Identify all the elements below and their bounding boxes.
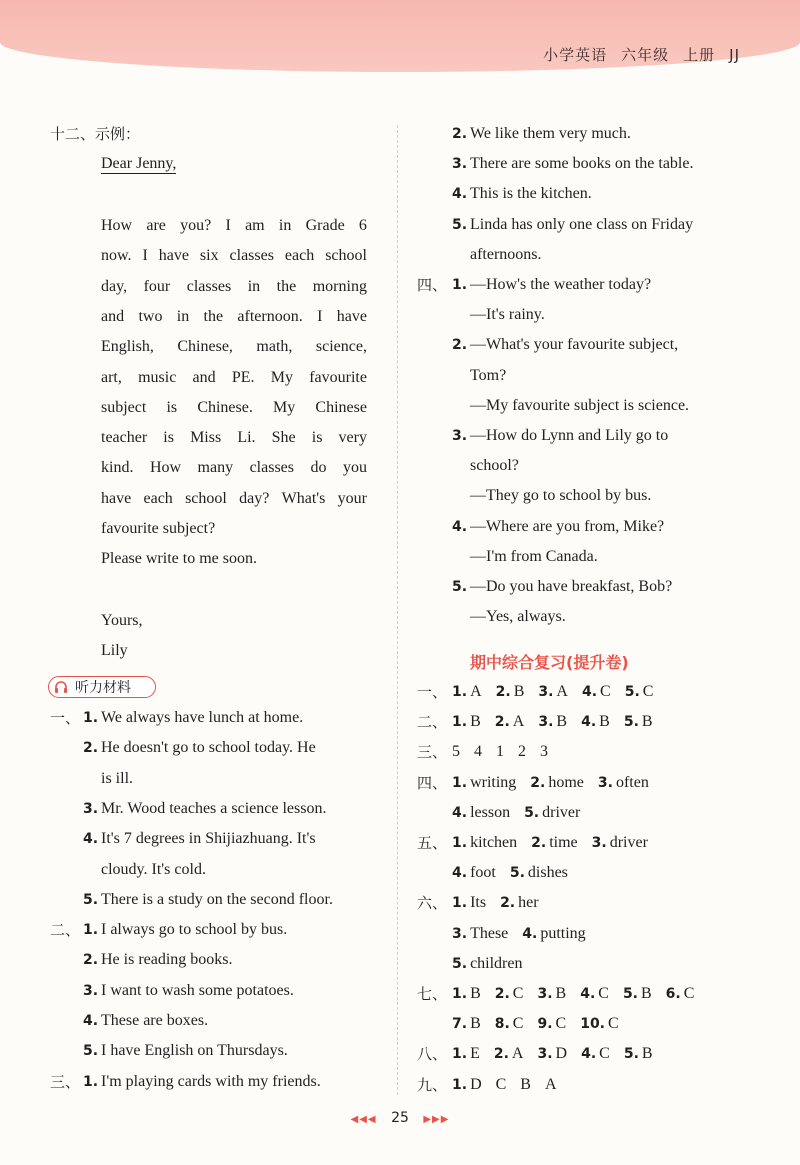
answer-section-number: 六、 bbox=[417, 894, 448, 913]
answer-item bbox=[537, 985, 566, 1002]
answer-row bbox=[452, 803, 594, 823]
item-text: —My favourite subject is science. bbox=[470, 396, 690, 414]
answer-number: 1. bbox=[452, 684, 468, 700]
answer-value: B bbox=[641, 985, 652, 1002]
answer-value: E bbox=[470, 1045, 480, 1063]
answer-item bbox=[592, 834, 648, 851]
item-text: He is reading books. bbox=[101, 951, 233, 969]
answer-row bbox=[452, 893, 553, 913]
letter-line: How are you? I am in Grade 6 bbox=[101, 217, 367, 234]
answer-item bbox=[666, 985, 695, 1002]
section-number: 三、 bbox=[50, 1072, 81, 1091]
item-number: 2. bbox=[452, 337, 468, 354]
section-number: 四、 bbox=[417, 276, 448, 294]
answer-number: 4. bbox=[452, 865, 468, 882]
item-number: 3. bbox=[83, 800, 99, 817]
letter-line: English, Chinese, math, science, bbox=[101, 338, 367, 356]
answer-value: C bbox=[600, 683, 611, 700]
answer-item bbox=[452, 955, 522, 972]
answer-value: C bbox=[598, 985, 609, 1002]
answer-value: C bbox=[512, 1015, 524, 1033]
item-text: I always go to school by bus. bbox=[101, 921, 288, 939]
answer-number: 10. bbox=[580, 1016, 606, 1033]
answer-value: foot bbox=[470, 864, 496, 882]
answer-value: her bbox=[518, 894, 539, 912]
answer-item bbox=[495, 1015, 524, 1032]
item-number: 5. bbox=[452, 579, 468, 595]
letter-line: Please write to me soon. bbox=[101, 550, 257, 568]
item-text: Linda has only one class on Friday bbox=[470, 215, 694, 233]
item-text: —Do you have breakfast, Bob? bbox=[470, 578, 673, 595]
letter-line: have each school day? What's your bbox=[101, 489, 367, 507]
answer-item bbox=[531, 834, 578, 851]
item-text: afternoons. bbox=[470, 245, 542, 263]
answer-item bbox=[538, 683, 568, 700]
answer-number: 8. bbox=[494, 1016, 510, 1033]
answer-value: B bbox=[555, 985, 567, 1002]
item-text: There is a study on the second floor. bbox=[101, 890, 333, 908]
answer-number: 1. bbox=[452, 1046, 468, 1063]
answer-number: 4. bbox=[522, 925, 538, 942]
answer-value: 2 bbox=[518, 743, 526, 761]
item-text: —Where are you from, Mike? bbox=[470, 517, 665, 535]
answer-value: B bbox=[470, 985, 481, 1002]
item-text: It's 7 degrees in Shijiazhuang. It's bbox=[101, 830, 316, 848]
answer-item bbox=[495, 713, 525, 730]
item-number: 3. bbox=[452, 428, 468, 444]
letter-line: now. I have six classes each school bbox=[101, 247, 367, 265]
answer-section-number: 九、 bbox=[417, 1075, 448, 1094]
answer-item bbox=[494, 1045, 524, 1062]
answer-value: B bbox=[470, 1015, 481, 1033]
item-text: cloudy. It's cold. bbox=[101, 860, 206, 878]
answer-value: 1 bbox=[496, 743, 504, 761]
answer-item bbox=[598, 774, 649, 791]
answer-value: Its bbox=[470, 894, 487, 912]
answer-row bbox=[452, 1014, 633, 1034]
answer-value: driver bbox=[542, 803, 581, 821]
letter-line: kind. How many classes do you bbox=[101, 459, 367, 477]
answer-item bbox=[624, 713, 653, 730]
header-subject: 小学英语 bbox=[543, 46, 608, 64]
answer-item bbox=[518, 743, 526, 760]
answer-row bbox=[452, 1044, 667, 1064]
item-number: 4. bbox=[452, 186, 468, 203]
answer-value: C bbox=[512, 985, 524, 1002]
answer-number: 5. bbox=[624, 684, 640, 700]
section-number: 一、 bbox=[50, 709, 81, 727]
item-text: school? bbox=[470, 457, 519, 475]
item-text: —Yes, always. bbox=[470, 608, 566, 626]
answer-item bbox=[495, 985, 524, 1002]
listening-label: 听力材料 bbox=[75, 680, 131, 696]
answer-value: A bbox=[511, 1045, 524, 1063]
item-number: 1. bbox=[83, 710, 99, 726]
answer-value: B bbox=[641, 713, 653, 731]
item-number: 1. bbox=[452, 277, 468, 293]
answer-number: 3. bbox=[537, 1046, 553, 1063]
item-text: There are some books on the table. bbox=[470, 155, 694, 173]
answer-item bbox=[452, 804, 510, 821]
answer-item bbox=[537, 1045, 567, 1062]
item-number: 4. bbox=[452, 518, 468, 535]
answer-item bbox=[510, 864, 568, 881]
answer-number: 3. bbox=[452, 925, 468, 942]
answer-value: A bbox=[556, 683, 568, 700]
item-number: 4. bbox=[83, 831, 99, 848]
answer-value: A bbox=[512, 713, 525, 731]
answer-item bbox=[524, 804, 580, 821]
answer-value: driver bbox=[609, 834, 648, 851]
item-text: Mr. Wood teaches a science lesson. bbox=[101, 799, 327, 817]
section-title: 期中综合复习(提升卷) bbox=[470, 653, 629, 672]
answer-value: kitchen bbox=[470, 834, 518, 851]
answer-row bbox=[452, 712, 667, 732]
item-text: —What's your favourite subject, bbox=[470, 336, 679, 354]
answer-item bbox=[452, 683, 482, 700]
answer-item bbox=[496, 743, 504, 760]
answer-value: A bbox=[470, 683, 482, 700]
answer-value: 4 bbox=[474, 743, 482, 761]
answer-number: 5. bbox=[524, 804, 540, 821]
answer-item bbox=[545, 1076, 557, 1093]
answer-item bbox=[624, 1045, 653, 1062]
example-label: 十二、示例： bbox=[50, 125, 141, 143]
answer-item bbox=[580, 1015, 618, 1032]
answer-section-number: 七、 bbox=[417, 985, 448, 1003]
answer-item bbox=[537, 1015, 566, 1032]
answer-value: putting bbox=[540, 924, 586, 942]
left-arrows-icon: ◀◀◀ bbox=[350, 1114, 377, 1125]
item-text: —It's rainy. bbox=[470, 306, 545, 324]
answer-number: 5. bbox=[623, 1046, 639, 1063]
answer-value: B bbox=[599, 713, 610, 731]
item-number: 5. bbox=[452, 216, 468, 233]
answer-value: writing bbox=[470, 773, 517, 791]
item-text: Tom? bbox=[470, 366, 507, 384]
answer-item bbox=[452, 1045, 480, 1062]
answer-value: time bbox=[549, 834, 578, 851]
page-footer bbox=[0, 1110, 800, 1126]
item-text: This is the kitchen. bbox=[470, 185, 592, 203]
item-text: These are boxes. bbox=[101, 1012, 209, 1029]
letter-line: favourite subject? bbox=[101, 520, 216, 537]
answer-value: 5 bbox=[452, 743, 460, 761]
answer-item bbox=[452, 774, 516, 791]
item-number: 5. bbox=[83, 1043, 99, 1060]
answer-item bbox=[540, 743, 548, 760]
answer-item bbox=[580, 985, 609, 1002]
answer-row bbox=[452, 863, 582, 883]
right-arrows-icon: ▶▶▶ bbox=[423, 1114, 450, 1125]
item-number: 2. bbox=[83, 952, 99, 969]
answer-row bbox=[452, 682, 667, 702]
answer-number: 1. bbox=[452, 895, 468, 912]
answer-number: 1. bbox=[452, 1076, 468, 1093]
answer-item bbox=[496, 683, 525, 700]
answer-number: 4. bbox=[452, 804, 468, 821]
answer-number: 2. bbox=[530, 774, 546, 791]
answer-value: B bbox=[470, 713, 481, 731]
answer-section-number: 二、 bbox=[417, 713, 448, 732]
answer-number: 2. bbox=[493, 1046, 509, 1063]
answer-value: home bbox=[548, 773, 584, 791]
answer-number: 2. bbox=[531, 835, 547, 851]
answer-number: 3. bbox=[538, 714, 554, 731]
answer-item bbox=[496, 1076, 507, 1093]
answer-value: B bbox=[513, 683, 525, 700]
answer-item bbox=[452, 864, 496, 881]
headphones-icon bbox=[53, 679, 69, 695]
answer-number: 5. bbox=[623, 714, 639, 731]
answer-section-number: 五、 bbox=[417, 834, 448, 852]
page-number: 25 bbox=[391, 1110, 409, 1126]
answer-item bbox=[538, 713, 567, 730]
item-number: 5. bbox=[83, 891, 99, 908]
item-text: is ill. bbox=[101, 769, 134, 787]
answer-item bbox=[530, 774, 584, 791]
answer-number: 3. bbox=[591, 835, 607, 851]
answer-value: D bbox=[470, 1075, 482, 1093]
answer-value: C bbox=[495, 1075, 507, 1093]
item-number: 2. bbox=[83, 740, 99, 757]
answer-number: 5. bbox=[622, 986, 638, 1002]
letter-line: subject is Chinese. My Chinese bbox=[101, 398, 367, 416]
answer-value: B bbox=[641, 1045, 653, 1063]
answer-item bbox=[452, 985, 481, 1002]
answer-number: 6. bbox=[665, 986, 681, 1002]
answer-number: 2. bbox=[500, 895, 516, 912]
answer-number: 3. bbox=[537, 986, 553, 1002]
answer-number: 4. bbox=[581, 1046, 597, 1063]
item-text: We like them very much. bbox=[470, 125, 631, 142]
section-number: 二、 bbox=[50, 921, 81, 940]
item-text: —How do Lynn and Lily go to bbox=[470, 427, 669, 444]
answer-item bbox=[625, 683, 654, 700]
answer-value: D bbox=[555, 1045, 568, 1063]
answer-number: 4. bbox=[581, 714, 597, 731]
item-number: 1. bbox=[83, 1073, 99, 1090]
answer-number: 2. bbox=[494, 986, 510, 1002]
answer-item bbox=[581, 1045, 610, 1062]
item-number: 2. bbox=[452, 126, 468, 142]
answer-number: 1. bbox=[452, 774, 468, 791]
answer-value: C bbox=[599, 1045, 610, 1063]
answer-row bbox=[452, 954, 536, 974]
answer-item bbox=[520, 1076, 531, 1093]
answer-row bbox=[452, 742, 562, 762]
letter-line: day, four classes in the morning bbox=[101, 277, 367, 295]
answer-row bbox=[452, 773, 663, 793]
salutation-text: Dear Jenny, bbox=[101, 155, 177, 172]
answer-number: 7. bbox=[452, 1016, 468, 1033]
item-text: —I'm from Canada. bbox=[470, 547, 598, 565]
answer-value: often bbox=[615, 773, 649, 791]
answer-number: 5. bbox=[509, 865, 525, 882]
answer-value: B bbox=[556, 713, 568, 731]
answer-section-number: 四、 bbox=[417, 773, 448, 792]
answer-value: 3 bbox=[540, 743, 548, 761]
item-number: 1. bbox=[83, 922, 99, 939]
answer-item bbox=[452, 743, 460, 760]
signature: Lily bbox=[101, 642, 128, 659]
answer-section-number: 三、 bbox=[417, 743, 448, 762]
item-text: He doesn't go to school today. He bbox=[101, 739, 316, 757]
answer-item bbox=[452, 894, 486, 911]
answer-value: dishes bbox=[527, 864, 568, 882]
item-text: I want to wash some potatoes. bbox=[101, 981, 294, 999]
answer-section-number: 八、 bbox=[417, 1045, 448, 1064]
answer-number: 5. bbox=[452, 955, 468, 972]
answer-item bbox=[581, 713, 610, 730]
answer-value: lesson bbox=[470, 803, 511, 821]
answer-item bbox=[474, 743, 482, 760]
answer-number: 2. bbox=[494, 714, 510, 731]
answer-item bbox=[452, 1015, 481, 1032]
letter-line: art, music and PE. My favourite bbox=[101, 368, 367, 386]
item-text: —How's the weather today? bbox=[470, 276, 652, 293]
answer-number: 2. bbox=[495, 684, 511, 700]
answer-value: C bbox=[608, 1015, 619, 1033]
header-volume: 上册 bbox=[683, 46, 716, 64]
answer-row bbox=[452, 1075, 571, 1095]
answer-value: children bbox=[470, 954, 523, 972]
answer-item bbox=[522, 925, 585, 942]
answer-row bbox=[452, 833, 662, 853]
item-number: 4. bbox=[83, 1013, 99, 1029]
header-edition: JJ bbox=[729, 46, 740, 64]
answer-item bbox=[582, 683, 611, 700]
item-number: 3. bbox=[452, 156, 468, 173]
column-divider bbox=[397, 125, 398, 1095]
answer-value: C bbox=[555, 1015, 567, 1033]
answer-item bbox=[452, 925, 508, 942]
header-grade: 六年级 bbox=[621, 46, 670, 64]
page-header bbox=[529, 44, 740, 65]
answer-row bbox=[452, 984, 708, 1004]
answer-item bbox=[500, 894, 539, 911]
answer-row bbox=[452, 924, 600, 944]
letter-line: teacher is Miss Li. She is very bbox=[101, 429, 367, 447]
answer-number: 3. bbox=[538, 684, 554, 700]
answer-number: 4. bbox=[580, 986, 596, 1002]
item-text: I'm playing cards with my friends. bbox=[101, 1072, 321, 1090]
answer-number: 1. bbox=[452, 986, 468, 1002]
answer-number: 4. bbox=[581, 684, 598, 700]
item-text: —They go to school by bus. bbox=[470, 487, 652, 505]
answer-item bbox=[452, 713, 481, 730]
answer-value: C bbox=[642, 683, 654, 700]
answer-value: These bbox=[470, 924, 509, 942]
listening-material-tag bbox=[48, 676, 156, 698]
answer-number: 9. bbox=[537, 1016, 553, 1033]
answer-value: A bbox=[544, 1075, 557, 1093]
answer-value: B bbox=[520, 1075, 531, 1093]
letter-line: and two in the afternoon. I have bbox=[101, 307, 367, 325]
answer-section-number: 一、 bbox=[417, 683, 448, 701]
salutation bbox=[101, 154, 176, 174]
answer-number: 3. bbox=[597, 774, 613, 791]
answer-item bbox=[452, 1076, 482, 1093]
item-text: I have English on Thursdays. bbox=[101, 1042, 288, 1060]
answer-number: 1. bbox=[452, 714, 468, 731]
answer-value: C bbox=[683, 985, 695, 1002]
answer-number: 1. bbox=[452, 835, 468, 851]
item-text: We always have lunch at home. bbox=[101, 709, 304, 726]
item-number: 3. bbox=[83, 982, 99, 999]
closing: Yours, bbox=[101, 612, 143, 629]
answer-item bbox=[452, 834, 517, 851]
answer-item bbox=[623, 985, 652, 1002]
